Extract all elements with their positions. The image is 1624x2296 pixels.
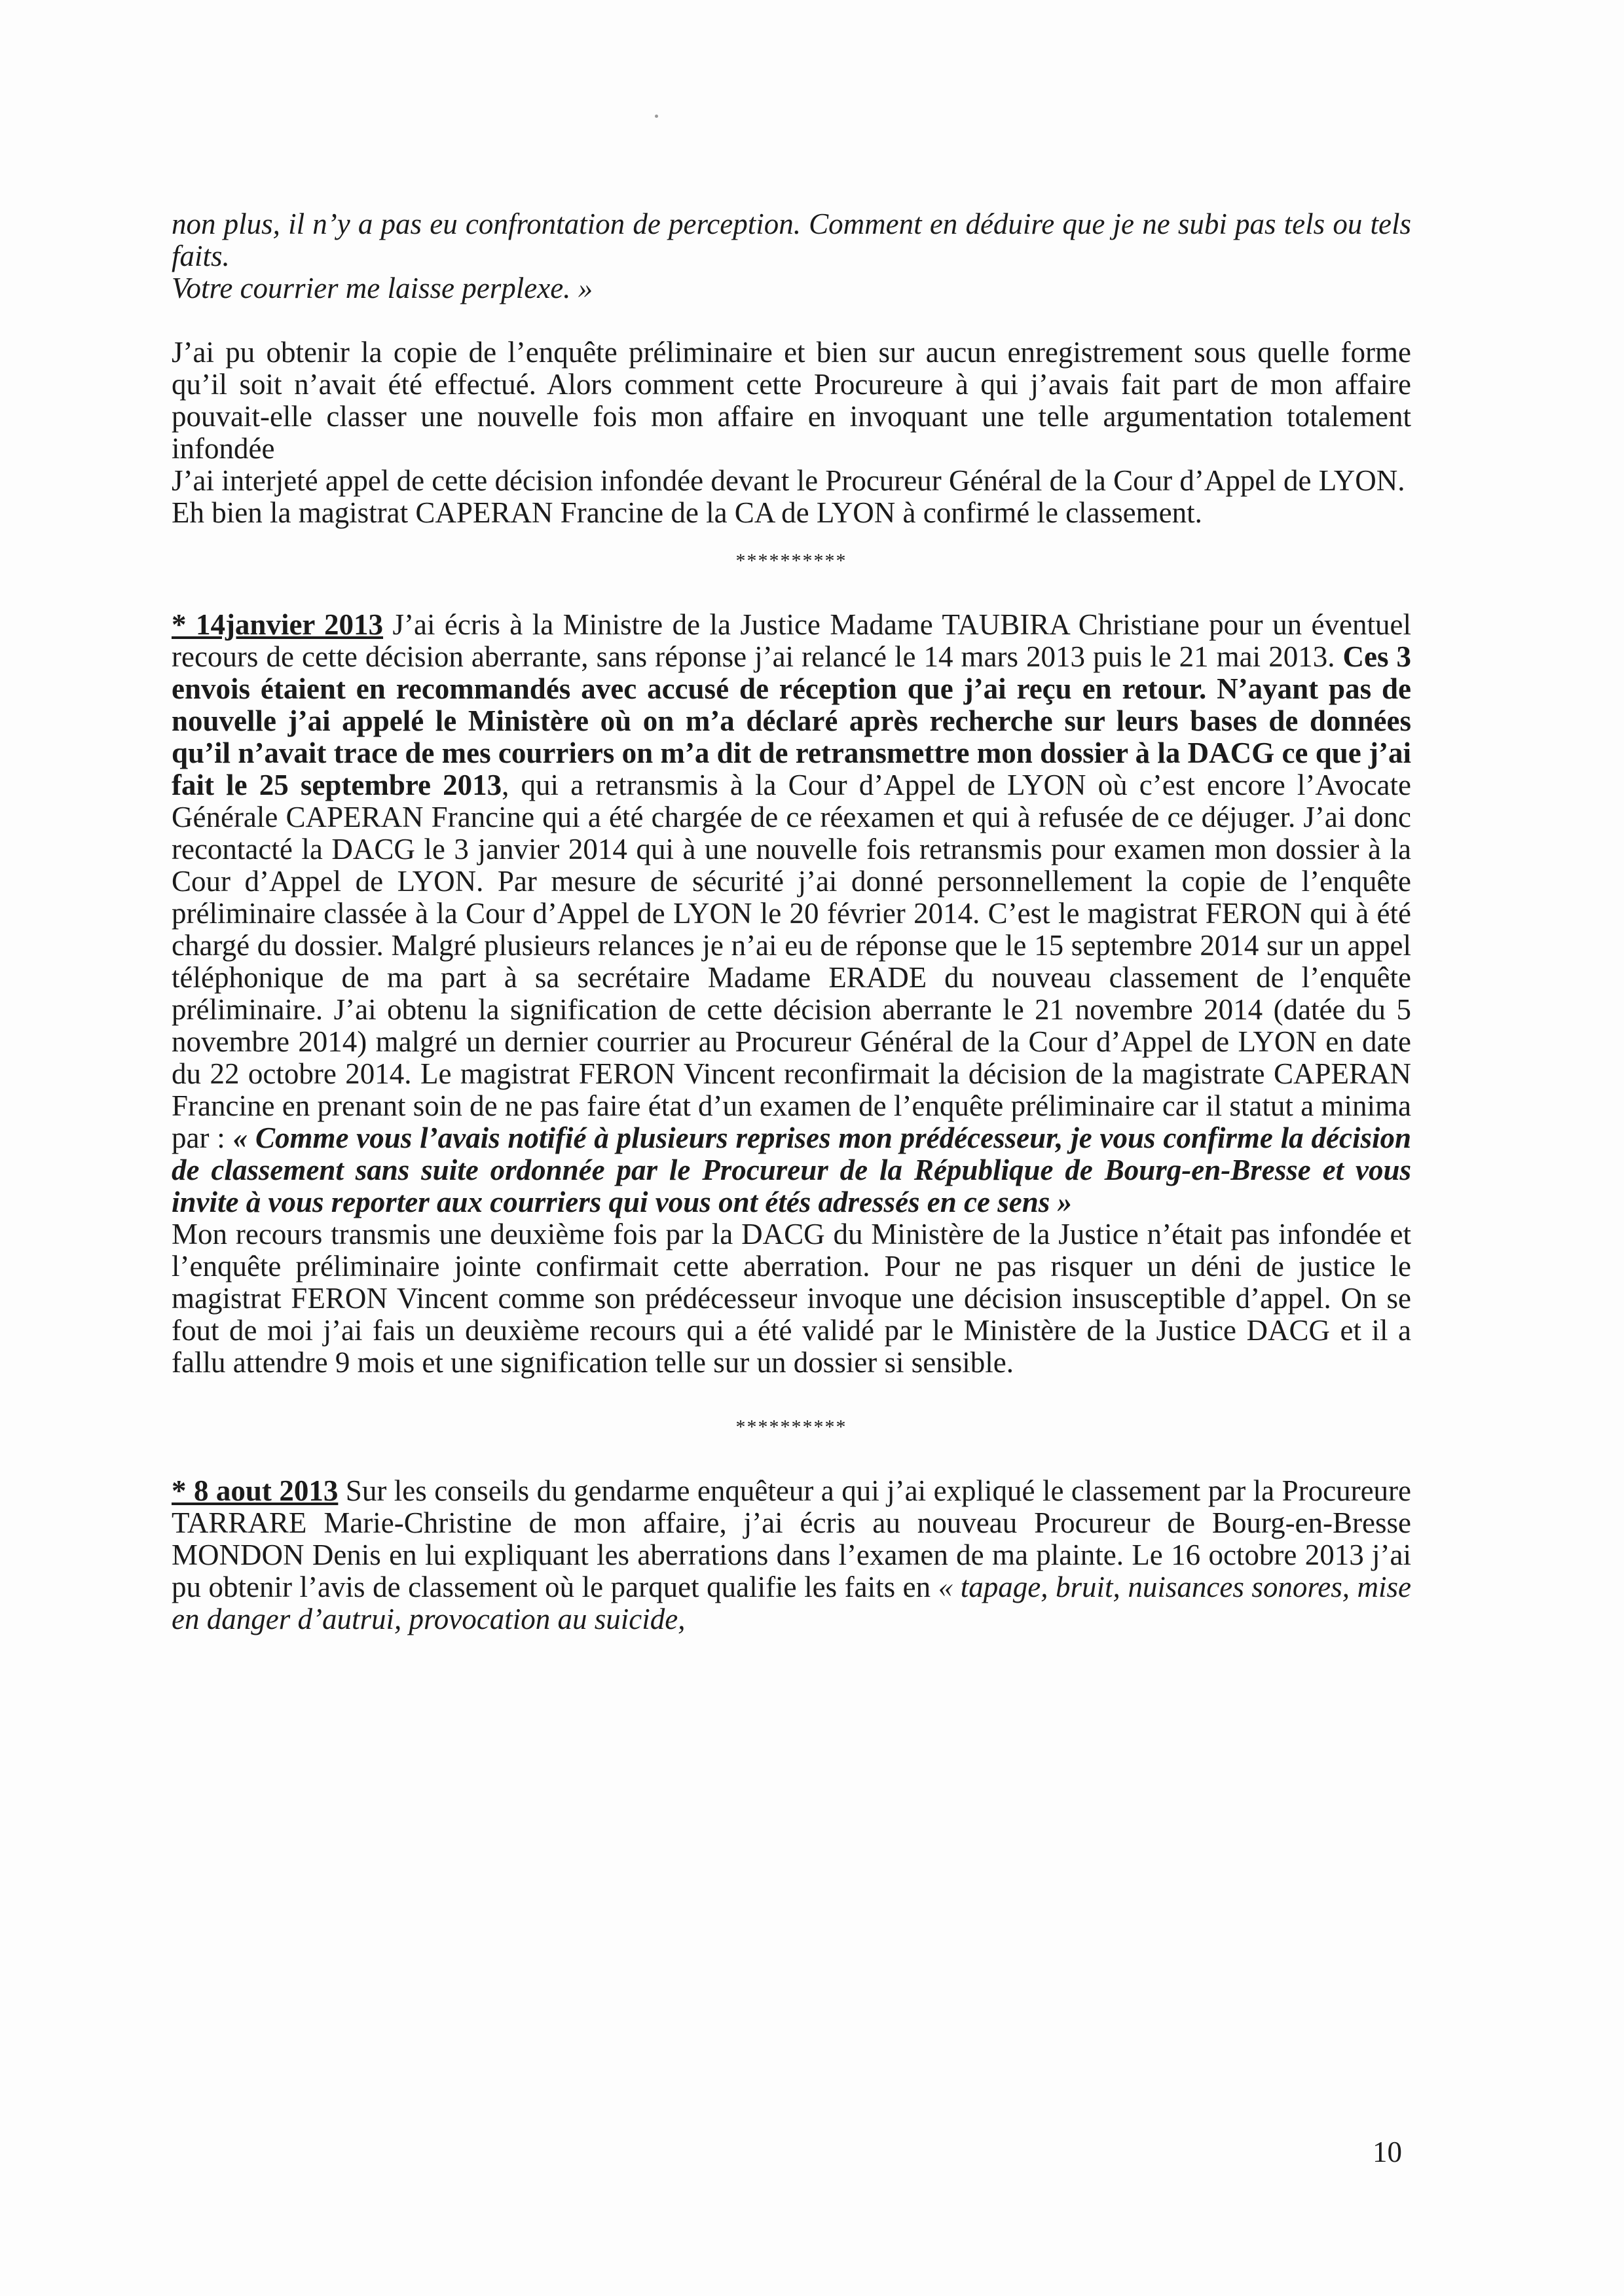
quote-tail bbox=[172, 208, 1411, 272]
section-1-conclusion: Mon recours transmis une deuxième fois par la DACG du Ministère de la Justice n’était pas infondée et l’enquête préliminaire jointe confirmait cette aberration. Pour ne pas risquer un déni de justice le magistrat FERON Vincent comme son prédécesseur invoque une décision insusceptible d’appel. On se fout de moi j’ai fais un deuxième recours qui a été validé par le Ministère de la Justice DACG et il a fallu attendre 9 mois et une signification telle sur un dossier si sensible. bbox=[172, 1218, 1411, 1379]
scan-speck bbox=[655, 115, 658, 118]
spacer bbox=[172, 1379, 1411, 1411]
section-2-date: * 8 aout 2013 bbox=[172, 1474, 339, 1507]
document-page bbox=[172, 208, 1411, 1635]
section-2-text-a: Sur les conseils du gendarme enquêteur a qui j’ai expliqué le classement par la Procureure TARRARE Marie-Christine de mon affaire, j’ai écris au nouveau Procureur de Bourg-en-Bresse MONDON Denis en lui expliquant les aberrations dans l’examen de ma plainte. Le 16 octobre 2013 j’ai pu obtenir l’avis de classement où le parquet qualifie les faits en bbox=[172, 1474, 1411, 1603]
paragraph-appeal: J’ai interjeté appel de cette décision infondée devant le Procureur Général de la Cour d’Appel de LYON. bbox=[172, 464, 1405, 497]
separator-asterisks: ********** bbox=[735, 550, 847, 572]
section-1-text-a: J’ai écris à la Ministre de la Justice Madame TAUBIRA Christiane pour un éventuel recours de cette décision aberrante, sans réponse j’ai relancé le 14 mars 2013 puis le 21 mai 2013. bbox=[172, 608, 1411, 673]
page-number: 10 bbox=[1373, 2136, 1402, 2168]
section-1-body bbox=[172, 609, 1411, 1218]
paragraph-continuation bbox=[172, 208, 1411, 304]
section-1-date: * 14janvier 2013 bbox=[172, 608, 384, 641]
section-1-text-b: , qui a retransmis à la Cour d’Appel de LYON où c’est encore l’Avocate Générale CAPERAN Francine qui a été chargée de ce réexamen et qui à refusée de ce déjuger. J’ai donc recontacté la DACG le 3 janvier 2014 qui à une nouvelle fois retransmis pour examen mon dossier à la Cour d’Appel de LYON. Par mesure de sécurité j’ai donné personnellement la copie de l’enquête préliminaire classée à la Cour d’Appel de LYON le 20 février 2014. C’est le magistrat FERON qui à été chargé du dossier. Malgré plusieurs relances je n’ai eu de réponse que le 15 septembre 2014 sur un appel téléphonique de ma part à sa secrétaire Madame ERADE du nouveau classement de l’enquête préliminaire. J’ai obtenu la signification de cette décision aberrante le 21 novembre 2014 (datée du 5 novembre 2014) malgré un dernier courrier au Procureur Général de la Cour d’Appel de LYON en date du 22 octobre 2014. Le magistrat FERON Vincent reconfirmait la décision de la magistrate CAPERAN Francine en prenant soin de ne pas faire état d’un examen de l’enquête préliminaire car il statut a minima par : bbox=[172, 769, 1411, 1154]
section-2-quote: « tapage, bruit, nuisances sonores, mise en danger d’autrui, provocation au suicide, bbox=[172, 1571, 1412, 1635]
spacer bbox=[172, 529, 1411, 545]
section-1-quote: « Comme vous l’avais notifié à plusieurs reprises mon prédécesseur, je vous confirme la décision de classement sans suite ordonnée par le Procureur de la République de Bourg-en-Bresse et vous invite à vous reporter aux courriers qui vous ont étés adressés en ce sens » bbox=[172, 1121, 1411, 1218]
paragraph-enquete bbox=[172, 337, 1411, 529]
quote-tail-text: non plus, il n’y a pas eu confrontation de perception. Comment en déduire que je ne subi pas tels ou tels faits. bbox=[172, 208, 1411, 272]
quote-closing bbox=[172, 272, 1411, 304]
section-8-aout-2013 bbox=[172, 1475, 1411, 1635]
section-2-body bbox=[172, 1475, 1411, 1635]
paragraph-confirmation: Eh bien la magistrat CAPERAN Francine de la CA de LYON à confirmé le classement. bbox=[172, 496, 1202, 529]
section-1-bold: Ces 3 envois étaient en recommandés avec accusé de réception que j’ai reçu en retour. N’ayant pas de nouvelle j’ai appelé le Ministère où on m’a déclaré après recherche sur leurs bases de données qu’il n’avait trace de mes courriers on m’a dit de retransmettre mon dossier à la DACG ce que j’ai fait le 25 septembre 2013 bbox=[172, 640, 1412, 801]
spacer bbox=[172, 1443, 1411, 1475]
separator-asterisks: ********** bbox=[735, 1416, 847, 1438]
paragraph-enquete-body: J’ai pu obtenir la copie de l’enquête préliminaire et bien sur aucun enregistrement sous quelle forme qu’il soit n’avait été effectué. Alors comment cette Procureure à qui j’avais fait part de mon affaire pouvait-elle classer une nouvelle fois mon affaire en invoquant une telle argumentation totalement infondée bbox=[172, 336, 1411, 465]
quote-closing-text: Votre courrier me laisse perplexe. » bbox=[172, 272, 593, 304]
spacer bbox=[172, 304, 1411, 337]
spacer bbox=[172, 577, 1411, 609]
section-14-janvier-2013 bbox=[172, 609, 1411, 1379]
